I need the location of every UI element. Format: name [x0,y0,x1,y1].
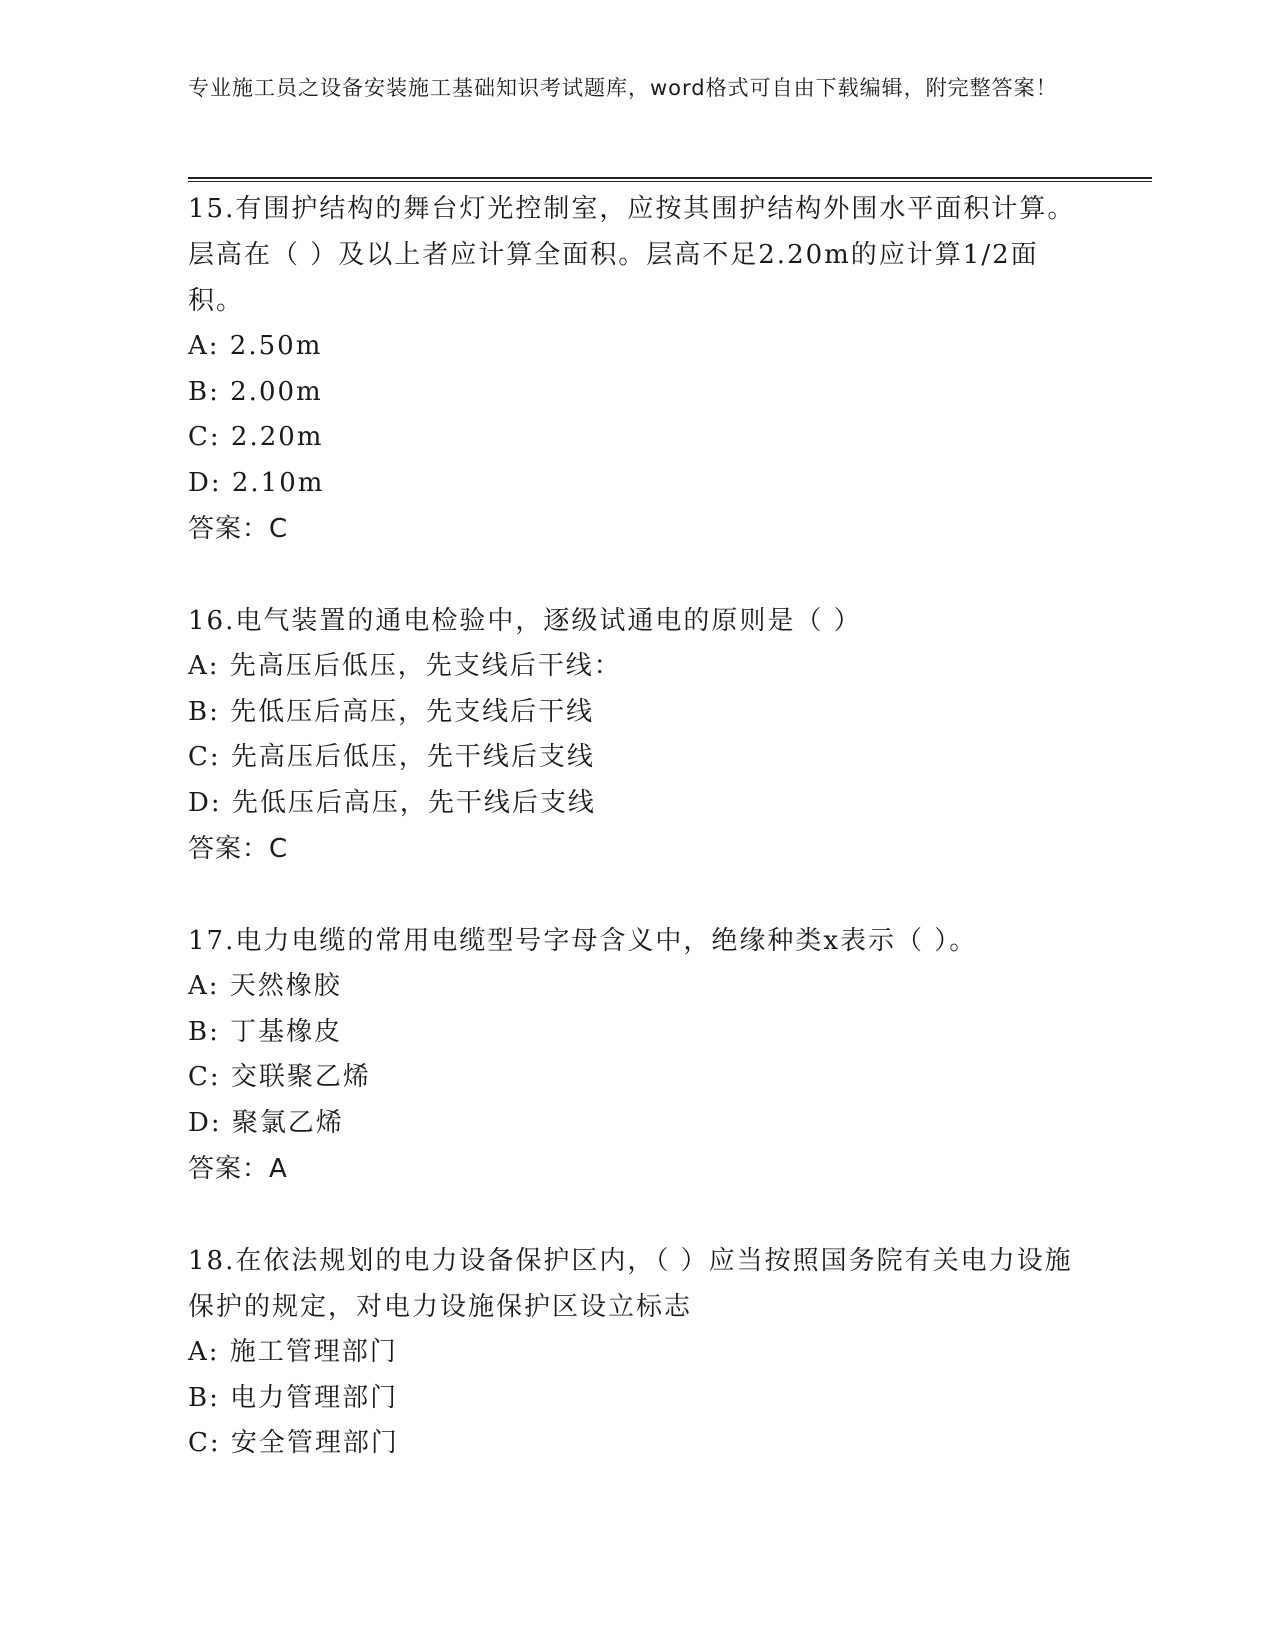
option-b: B: 先低压后高压，先支线后干线 [188,696,595,727]
option-d: D: 聚氯乙烯 [188,1107,344,1138]
answer-label: 答案：C [188,834,289,864]
answer-label: 答案：C [188,514,289,544]
option-d: D: 先低压后高压，先干线后支线 [188,787,596,818]
header-divider [188,177,1152,182]
question-stem: 17.电力电缆的常用电缆型号字母含义中，绝缘种类x表示（ ）。 [188,926,978,956]
option-b: B: 2.00m [188,376,323,407]
question-16 [188,598,1088,872]
question-17 [188,918,1088,1192]
option-c: C: 先高压后低压，先干线后支线 [188,742,595,772]
option-c: C: 交联聚乙烯 [188,1062,371,1092]
question-15 [188,186,1088,552]
question-stem: 18.在依法规划的电力设备保护区内，（ ）应当按照国务院有关电力设施保护的规定，对电力设施保护区设立标志 [188,1246,1073,1322]
question-stem: 15.有围护结构的舞台灯光控制室，应按其围护结构外围水平面积计算。层高在（ ）及以上者应计算全面积。层高不足2.20m的应计算1/2面积。 [188,194,1076,316]
option-b: B: 丁基橡皮 [188,1016,343,1047]
option-a: A: 施工管理部门 [188,1337,398,1367]
option-b: B: 电力管理部门 [188,1382,399,1413]
answer-label: 答案：A [188,1154,288,1184]
option-c: C: 安全管理部门 [188,1428,399,1458]
question-list [188,186,1088,1513]
question-18 [188,1238,1088,1467]
option-a: A: 天然橡胶 [188,971,342,1001]
question-stem: 16.电气装置的通电检验中，逐级试通电的原则是（ ） [188,606,862,636]
document-header [188,72,1068,104]
option-a: A: 先高压后低压，先支线后干线： [188,651,622,681]
option-c: C: 2.20m [188,422,324,452]
header-title: 专业施工员之设备安装施工基础知识考试题库，word格式可自由下载编辑，附完整答案！ [188,76,1058,100]
option-a: A: 2.50m [188,331,323,361]
option-d: D: 2.10m [188,467,325,498]
